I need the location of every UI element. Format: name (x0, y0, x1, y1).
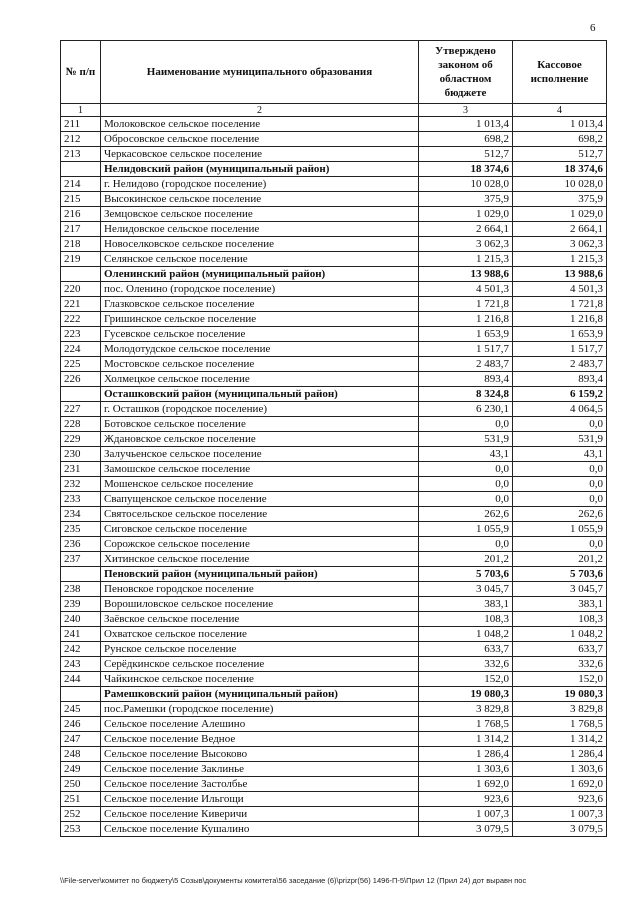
row-name: Рамешковский район (муниципальный район) (101, 687, 419, 702)
row-approved: 1 303,6 (419, 762, 513, 777)
table-row (61, 627, 607, 642)
row-approved: 1 721,8 (419, 297, 513, 312)
row-executed: 1 768,5 (513, 717, 607, 732)
row-name: Гришинское сельское поселение (101, 312, 419, 327)
table-row (61, 777, 607, 792)
row-approved: 512,7 (419, 147, 513, 162)
table-row (61, 792, 607, 807)
row-number: 238 (61, 582, 101, 597)
row-approved: 893,4 (419, 372, 513, 387)
row-name: Замошское сельское поселение (101, 462, 419, 477)
row-number: 229 (61, 432, 101, 447)
row-executed: 3 079,5 (513, 822, 607, 837)
table-row (61, 297, 607, 312)
row-number: 239 (61, 597, 101, 612)
row-approved: 1 029,0 (419, 207, 513, 222)
row-number: 252 (61, 807, 101, 822)
row-name: Сельское поселение Киверичи (101, 807, 419, 822)
table-row (61, 222, 607, 237)
table-row (61, 372, 607, 387)
row-name: Мошенское сельское поселение (101, 477, 419, 492)
budget-table (60, 40, 607, 837)
row-approved: 5 703,6 (419, 567, 513, 582)
row-number: 253 (61, 822, 101, 837)
row-approved: 1 286,4 (419, 747, 513, 762)
row-number: 223 (61, 327, 101, 342)
row-executed: 1 029,0 (513, 207, 607, 222)
row-name: Новоселковское сельское поселение (101, 237, 419, 252)
table-row (61, 147, 607, 162)
row-executed: 383,1 (513, 597, 607, 612)
row-executed: 201,2 (513, 552, 607, 567)
row-name: Нелидовский район (муниципальный район) (101, 162, 419, 177)
row-name: Сельское поселение Заклинье (101, 762, 419, 777)
row-executed: 923,6 (513, 792, 607, 807)
row-number (61, 387, 101, 402)
row-executed: 1 007,3 (513, 807, 607, 822)
row-number: 234 (61, 507, 101, 522)
row-approved: 1 055,9 (419, 522, 513, 537)
row-number: 251 (61, 792, 101, 807)
row-approved: 3 829,8 (419, 702, 513, 717)
row-name: Святосельское сельское поселение (101, 507, 419, 522)
table-row (61, 432, 607, 447)
table-row (61, 672, 607, 687)
table-row (61, 717, 607, 732)
row-executed: 152,0 (513, 672, 607, 687)
row-name: Сорожское сельское поселение (101, 537, 419, 552)
row-number: 250 (61, 777, 101, 792)
row-name: Обросовское сельское поселение (101, 132, 419, 147)
row-executed: 262,6 (513, 507, 607, 522)
row-executed: 1 653,9 (513, 327, 607, 342)
row-approved: 262,6 (419, 507, 513, 522)
row-number: 227 (61, 402, 101, 417)
row-executed: 0,0 (513, 477, 607, 492)
table-row (61, 192, 607, 207)
row-executed: 1 314,2 (513, 732, 607, 747)
row-name: Сельское поселение Алешино (101, 717, 419, 732)
row-approved: 1 048,2 (419, 627, 513, 642)
row-number: 230 (61, 447, 101, 462)
row-approved: 201,2 (419, 552, 513, 567)
row-name: Охватское сельское поселение (101, 627, 419, 642)
row-name: Рунское сельское поселение (101, 642, 419, 657)
row-name: Мостовское сельское поселение (101, 357, 419, 372)
table-row (61, 177, 607, 192)
row-name: Пеновское городское поселение (101, 582, 419, 597)
table-row (61, 807, 607, 822)
row-number: 232 (61, 477, 101, 492)
row-approved: 332,6 (419, 657, 513, 672)
row-executed: 0,0 (513, 492, 607, 507)
table-body (61, 117, 607, 837)
row-executed: 6 159,2 (513, 387, 607, 402)
row-number (61, 162, 101, 177)
district-row (61, 267, 607, 282)
table-row (61, 117, 607, 132)
table-row (61, 612, 607, 627)
row-executed: 1 303,6 (513, 762, 607, 777)
row-name: Чайкинское сельское поселение (101, 672, 419, 687)
row-executed: 19 080,3 (513, 687, 607, 702)
row-name: Сельское поселение Высоково (101, 747, 419, 762)
row-approved: 0,0 (419, 492, 513, 507)
row-approved: 1 517,7 (419, 342, 513, 357)
column-number-row (61, 104, 607, 117)
row-number: 236 (61, 537, 101, 552)
row-number: 216 (61, 207, 101, 222)
row-approved: 43,1 (419, 447, 513, 462)
row-executed: 531,9 (513, 432, 607, 447)
row-name: Свапущенское сельское поселение (101, 492, 419, 507)
row-executed: 3 045,7 (513, 582, 607, 597)
table-row (61, 657, 607, 672)
column-number: 3 (419, 104, 513, 117)
row-name: Нелидовское сельское поселение (101, 222, 419, 237)
row-number: 247 (61, 732, 101, 747)
district-row (61, 567, 607, 582)
row-executed: 1 215,3 (513, 252, 607, 267)
row-number: 225 (61, 357, 101, 372)
row-name: Высокинское сельское поселение (101, 192, 419, 207)
row-name: пос. Оленино (городское поселение) (101, 282, 419, 297)
row-executed: 13 988,6 (513, 267, 607, 282)
table-row (61, 492, 607, 507)
row-approved: 13 988,6 (419, 267, 513, 282)
row-name: Залучьенское сельское поселение (101, 447, 419, 462)
column-number: 2 (101, 104, 419, 117)
table-row (61, 252, 607, 267)
row-number (61, 567, 101, 582)
column-number: 4 (513, 104, 607, 117)
row-approved: 8 324,8 (419, 387, 513, 402)
row-executed: 0,0 (513, 417, 607, 432)
row-approved: 375,9 (419, 192, 513, 207)
row-executed: 1 048,2 (513, 627, 607, 642)
table-row (61, 402, 607, 417)
row-approved: 3 045,7 (419, 582, 513, 597)
row-executed: 1 517,7 (513, 342, 607, 357)
row-number: 243 (61, 657, 101, 672)
table-row (61, 357, 607, 372)
table-row (61, 747, 607, 762)
row-executed: 0,0 (513, 537, 607, 552)
row-approved: 108,3 (419, 612, 513, 627)
row-number: 213 (61, 147, 101, 162)
row-executed: 1 216,8 (513, 312, 607, 327)
row-approved: 0,0 (419, 537, 513, 552)
table-row (61, 207, 607, 222)
row-approved: 1 653,9 (419, 327, 513, 342)
row-name: Хитинское сельское поселение (101, 552, 419, 567)
row-number: 217 (61, 222, 101, 237)
row-number: 220 (61, 282, 101, 297)
header-row (61, 41, 607, 104)
file-path-footer: \\File-server\комитет по бюджету\5 Созыв\документы комитета\56 заседание (6)\prizpr(56) 1496-П-5\Прил 12 (Прил 24) дот выравн пос (60, 876, 527, 885)
row-executed: 893,4 (513, 372, 607, 387)
table-row (61, 552, 607, 567)
row-approved: 633,7 (419, 642, 513, 657)
row-number: 231 (61, 462, 101, 477)
row-number: 215 (61, 192, 101, 207)
row-approved: 1 007,3 (419, 807, 513, 822)
table-row (61, 642, 607, 657)
row-name: Сельское поселение Кушалино (101, 822, 419, 837)
row-number: 214 (61, 177, 101, 192)
table-row (61, 417, 607, 432)
row-number: 222 (61, 312, 101, 327)
row-name: Осташковский район (муниципальный район) (101, 387, 419, 402)
table-row (61, 327, 607, 342)
row-approved: 18 374,6 (419, 162, 513, 177)
row-approved: 6 230,1 (419, 402, 513, 417)
row-executed: 5 703,6 (513, 567, 607, 582)
table-row (61, 582, 607, 597)
row-number: 228 (61, 417, 101, 432)
row-approved: 2 483,7 (419, 357, 513, 372)
table-row (61, 237, 607, 252)
row-name: г. Осташков (городское поселение) (101, 402, 419, 417)
row-number: 237 (61, 552, 101, 567)
row-executed: 1 055,9 (513, 522, 607, 537)
row-executed: 2 483,7 (513, 357, 607, 372)
row-executed: 0,0 (513, 462, 607, 477)
row-approved: 383,1 (419, 597, 513, 612)
row-name: Сельское поселение Ведное (101, 732, 419, 747)
header-num: № п/п (61, 41, 101, 104)
row-name: Ботовское сельское поселение (101, 417, 419, 432)
row-number: 235 (61, 522, 101, 537)
row-approved: 1 215,3 (419, 252, 513, 267)
row-name: Сельское поселение Застолбье (101, 777, 419, 792)
row-executed: 1 721,8 (513, 297, 607, 312)
row-name: Серёдкинское сельское поселение (101, 657, 419, 672)
table-row (61, 462, 607, 477)
row-approved: 1 314,2 (419, 732, 513, 747)
row-name: Сельское поселение Ильгощи (101, 792, 419, 807)
row-approved: 698,2 (419, 132, 513, 147)
row-number: 242 (61, 642, 101, 657)
row-number: 224 (61, 342, 101, 357)
row-name: Черкасовское сельское поселение (101, 147, 419, 162)
row-executed: 4 064,5 (513, 402, 607, 417)
table-row (61, 822, 607, 837)
column-number: 1 (61, 104, 101, 117)
row-approved: 1 013,4 (419, 117, 513, 132)
row-name: Пеновский район (муниципальный район) (101, 567, 419, 582)
row-name: Ворошиловское сельское поселение (101, 597, 419, 612)
district-row (61, 162, 607, 177)
table-row (61, 132, 607, 147)
table-row (61, 762, 607, 777)
header-name: Наименование муниципального образования (101, 41, 419, 104)
table-row (61, 312, 607, 327)
row-number: 240 (61, 612, 101, 627)
row-number: 245 (61, 702, 101, 717)
row-number: 212 (61, 132, 101, 147)
district-row (61, 387, 607, 402)
row-name: Молодотудское сельское поселение (101, 342, 419, 357)
row-executed: 18 374,6 (513, 162, 607, 177)
row-name: пос.Рамешки (городское поселение) (101, 702, 419, 717)
table-row (61, 702, 607, 717)
row-name: Глазковское сельское поселение (101, 297, 419, 312)
row-approved: 4 501,3 (419, 282, 513, 297)
row-executed: 375,9 (513, 192, 607, 207)
row-executed: 332,6 (513, 657, 607, 672)
row-executed: 512,7 (513, 147, 607, 162)
row-approved: 0,0 (419, 477, 513, 492)
row-number: 246 (61, 717, 101, 732)
row-executed: 2 664,1 (513, 222, 607, 237)
row-number: 249 (61, 762, 101, 777)
row-approved: 531,9 (419, 432, 513, 447)
row-number: 219 (61, 252, 101, 267)
row-name: Земцовское сельское поселение (101, 207, 419, 222)
row-name: Заёвское сельское поселение (101, 612, 419, 627)
row-executed: 3 062,3 (513, 237, 607, 252)
row-approved: 923,6 (419, 792, 513, 807)
row-number: 211 (61, 117, 101, 132)
row-number (61, 687, 101, 702)
row-number: 241 (61, 627, 101, 642)
table-row (61, 507, 607, 522)
row-executed: 4 501,3 (513, 282, 607, 297)
row-approved: 3 062,3 (419, 237, 513, 252)
row-number: 244 (61, 672, 101, 687)
table-row (61, 522, 607, 537)
row-approved: 152,0 (419, 672, 513, 687)
row-number: 233 (61, 492, 101, 507)
row-name: Ждановское сельское поселение (101, 432, 419, 447)
row-number: 248 (61, 747, 101, 762)
table-row (61, 477, 607, 492)
table-row (61, 537, 607, 552)
row-approved: 0,0 (419, 462, 513, 477)
row-name: Оленинский район (муниципальный район) (101, 267, 419, 282)
row-executed: 1 286,4 (513, 747, 607, 762)
table-row (61, 342, 607, 357)
row-executed: 1 692,0 (513, 777, 607, 792)
header-executed: Кассовое исполнение (513, 41, 607, 104)
row-executed: 10 028,0 (513, 177, 607, 192)
row-executed: 1 013,4 (513, 117, 607, 132)
row-approved: 2 664,1 (419, 222, 513, 237)
table-row (61, 282, 607, 297)
table-row (61, 597, 607, 612)
row-approved: 1 216,8 (419, 312, 513, 327)
row-number: 221 (61, 297, 101, 312)
page-number: 6 (590, 22, 596, 34)
row-approved: 3 079,5 (419, 822, 513, 837)
table-row (61, 447, 607, 462)
district-row (61, 687, 607, 702)
row-executed: 108,3 (513, 612, 607, 627)
row-approved: 1 768,5 (419, 717, 513, 732)
row-executed: 633,7 (513, 642, 607, 657)
row-approved: 0,0 (419, 417, 513, 432)
row-name: Холмецкое сельское поселение (101, 372, 419, 387)
header-approved: Утверждено законом об областном бюджете (419, 41, 513, 104)
row-number: 218 (61, 237, 101, 252)
row-executed: 43,1 (513, 447, 607, 462)
row-name: Сиговское сельское поселение (101, 522, 419, 537)
row-approved: 10 028,0 (419, 177, 513, 192)
table-row (61, 732, 607, 747)
row-executed: 698,2 (513, 132, 607, 147)
row-number: 226 (61, 372, 101, 387)
row-approved: 1 692,0 (419, 777, 513, 792)
row-name: г. Нелидово (городское поселение) (101, 177, 419, 192)
row-approved: 19 080,3 (419, 687, 513, 702)
row-name: Молоковское сельское поселение (101, 117, 419, 132)
row-name: Гусевское сельское поселение (101, 327, 419, 342)
row-name: Селянское сельское поселение (101, 252, 419, 267)
row-number (61, 267, 101, 282)
row-executed: 3 829,8 (513, 702, 607, 717)
